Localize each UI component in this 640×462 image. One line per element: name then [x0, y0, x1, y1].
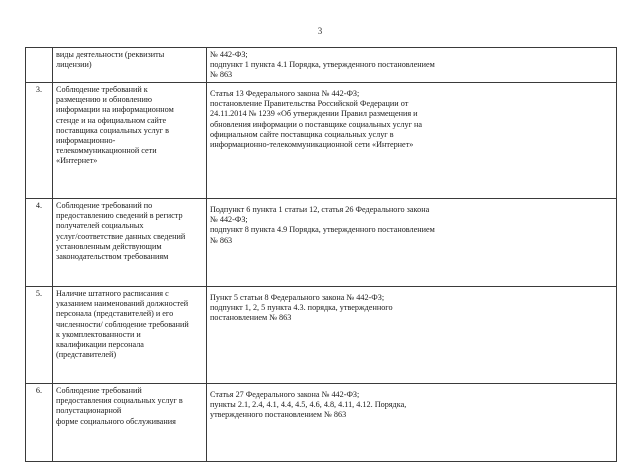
row-number: 4.: [26, 199, 53, 287]
legal-basis-text-line: пункты 2.1, 2.4, 4.1, 4.4, 4.5, 4.6, 4.8, 4.11, 4.12. Порядка,: [210, 400, 407, 410]
requirement-text-line: лицензии): [56, 60, 92, 70]
table-row: [26, 48, 617, 83]
requirement-text-line: полустационарной: [56, 406, 122, 416]
requirement-text-line: получателей социальных: [56, 221, 144, 231]
legal-basis-text-line: подпункт 8 пункта 4.9 Порядка, утвержденного постановлением: [210, 225, 435, 235]
requirement-text-line: численности/ соблюдение требований: [56, 319, 189, 329]
table-row: [26, 384, 617, 462]
requirement-text-line: форме социального обслуживания: [56, 416, 176, 426]
requirement-text-line: размещению и обновлению: [56, 95, 153, 105]
legal-basis-cell: [207, 199, 617, 287]
requirement-text-line: услуг/соответствие данных сведений: [56, 231, 186, 241]
legal-basis-text-line: официальном сайте поставщика социальных услуг в: [210, 129, 394, 139]
legal-basis-cell: [207, 83, 617, 199]
requirement-text-line: поставщика социальных услуг в: [56, 125, 169, 135]
row-number: 5.: [26, 287, 53, 384]
legal-basis-text-line: постановлением № 863: [210, 313, 292, 323]
requirement-text-line: Соблюдение требований по: [56, 201, 153, 211]
requirement-text-line: «Интернет»: [56, 155, 98, 165]
requirement-cell: [53, 48, 207, 83]
legal-basis-text-line: Статья 13 Федерального закона № 442-ФЗ;: [210, 89, 360, 99]
requirement-text-line: предоставлению сведений в регистр: [56, 211, 183, 221]
requirement-text-line: (представителей): [56, 349, 117, 359]
legal-basis-text-line: постановление Правительства Российской Федерации от: [210, 99, 409, 109]
requirement-text-line: Соблюдение требований: [56, 386, 142, 396]
requirement-text-line: установленным действующим: [56, 241, 162, 251]
requirements-table: [25, 47, 617, 462]
legal-basis-text-line: обновления информации о поставщике социальных услуг на: [210, 119, 423, 129]
requirement-text-line: предоставления социальных услуг в: [56, 396, 183, 406]
page-number: 3: [317, 26, 323, 36]
requirement-text-line: информационно-: [56, 135, 116, 145]
row-number: [26, 48, 53, 83]
requirement-cell: [53, 384, 207, 462]
requirement-text-line: квалификации персонала: [56, 339, 144, 349]
legal-basis-text-line: 24.11.2014 № 1239 «Об утверждении Правил размещения и: [210, 109, 418, 119]
legal-basis-text-line: подпункт 1, 2, 5 пункта 4.3. порядка, утвержденного: [210, 303, 393, 313]
requirement-text-line: виды деятельности (реквизиты: [56, 50, 165, 59]
requirement-text-line: указанием наименований должностей: [56, 299, 189, 309]
requirement-text-line: Наличие штатного расписания с: [56, 289, 169, 299]
legal-basis-text-line: утвержденного постановлением № 863: [210, 410, 347, 420]
legal-basis-text-line: информационно-телекоммуникационной сети «Интернет»: [210, 139, 414, 149]
requirement-text-line: информации на информационном: [56, 105, 174, 115]
requirement-cell: [53, 83, 207, 199]
table-row: [26, 83, 617, 199]
row-number: 3.: [26, 83, 53, 199]
legal-basis-text-line: Пункт 5 статьи 8 Федерального закона № 442-ФЗ;: [210, 293, 385, 303]
legal-basis-text-line: подпункт 1 пункта 4.1 Порядка, утвержденного постановлением: [210, 60, 435, 70]
legal-basis-text-line: № 863: [210, 235, 233, 245]
requirement-text-line: стенде и на официальном сайте: [56, 115, 167, 125]
requirement-text-line: Соблюдение требований к: [56, 85, 148, 95]
legal-basis-text-line: № 863: [210, 70, 233, 80]
table-row: [26, 287, 617, 384]
row-number: 6.: [26, 384, 53, 462]
legal-basis-cell: [207, 384, 617, 462]
requirement-cell: [53, 287, 207, 384]
legal-basis-text-line: Подпункт 6 пункта 1 статьи 12, статья 26 Федерального закона: [210, 205, 430, 215]
requirement-cell: [53, 199, 207, 287]
legal-basis-text-line: № 442-ФЗ;: [210, 50, 248, 59]
legal-basis-text-line: № 442-ФЗ;: [210, 215, 248, 225]
table-row: [26, 199, 617, 287]
requirement-text-line: законодательством требованиям: [56, 251, 169, 261]
legal-basis-text-line: Статья 27 Федерального закона № 442-ФЗ;: [210, 390, 360, 400]
requirement-text-line: телекоммуникационной сети: [56, 145, 157, 155]
legal-basis-cell: [207, 48, 617, 83]
legal-basis-cell: [207, 287, 617, 384]
requirement-text-line: к укомплектованности и: [56, 329, 141, 339]
requirement-text-line: персонала (представителей) и его: [56, 309, 174, 319]
